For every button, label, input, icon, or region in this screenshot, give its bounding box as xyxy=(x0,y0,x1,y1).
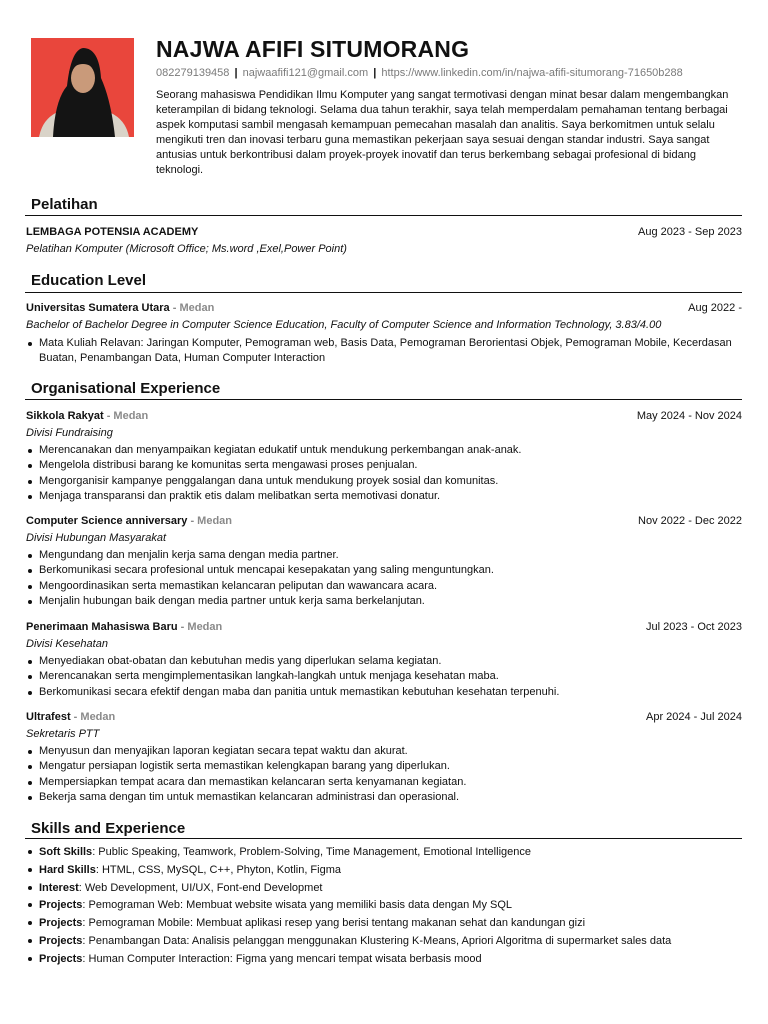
skill-item xyxy=(26,933,742,951)
skill-label: Projects xyxy=(39,952,83,965)
phone-number: 082279139458 xyxy=(156,67,230,79)
education-bullets xyxy=(26,336,742,367)
skill-label: Projects xyxy=(39,934,83,947)
list-item: Menjaga transparansi dan praktik etis dalam melibatkan serta memotivasi donatur. xyxy=(26,489,742,504)
candidate-name: NAJWA AFIFI SITUMORANG xyxy=(156,36,470,62)
org-name: Penerimaan Mahasiswa Baru xyxy=(26,621,178,633)
training-org: LEMBAGA POTENSIA ACADEMY xyxy=(26,226,199,238)
org-header xyxy=(26,409,742,424)
linkedin-link[interactable]: https://www.linkedin.com/in/najwa-afifi-situmorang-71650b288 xyxy=(381,67,683,79)
org-bullets xyxy=(26,654,742,700)
skill-item xyxy=(26,844,742,862)
org-header xyxy=(26,514,742,529)
org-location: - Medan xyxy=(187,515,233,527)
skill-label: Projects xyxy=(39,899,83,912)
skill-item xyxy=(26,880,742,898)
org-name: Computer Science anniversary xyxy=(26,515,188,527)
skill-label: Hard Skills xyxy=(39,863,96,876)
org-bullets xyxy=(26,744,742,806)
org-header xyxy=(26,710,742,725)
profile-photo xyxy=(31,38,134,137)
list-item: Bekerja sama dengan tim untuk memastikan kelancaran administrasi dan operasional. xyxy=(26,790,742,805)
list-item: Berkomunikasi secara efektif dengan maba dan panitia untuk memastikan kebutuhan kesehatan terpenuhi. xyxy=(26,685,742,700)
training-header xyxy=(26,225,742,240)
org-name: Sikkola Rakyat xyxy=(26,410,104,422)
skill-text: : Pemograman Mobile: Membuat aplikasi resep yang berisi tentang makanan sehat dan kandungan gizi xyxy=(82,917,586,930)
section-divider xyxy=(25,292,742,293)
skill-text: : Penambangan Data: Analisis pelanggan menggunakan Klustering K-Means, Apriori Algoritma di supermarket sales data xyxy=(82,934,672,947)
org-header xyxy=(26,620,742,635)
section-title-pelatihan: Pelatihan xyxy=(31,196,98,213)
skill-label: Projects xyxy=(39,917,83,930)
list-item: Menyusun dan menyajikan laporan kegiatan secara tepat waktu dan akurat. xyxy=(26,744,742,759)
training-date: Aug 2023 - Sep 2023 xyxy=(638,226,742,238)
profile-summary: Seorang mahasiswa Pendidikan Ilmu Komputer yang sangat termotivasi dengan minat besar dalam mengembangkan keterampilan di bidang teknologi. Selama dua tahun terakhir, saya telah memperdalam pemahaman tentang berbagai aspek komputasi sambil mengasah kemampuan pemecahan masalah dan analitis. Saya berkomitmen untuk selalu mengikuti tren dan inovasi terbaru guna memastikan pekerjaan saya sesuai dengan standar industri. Saya sangat antusias untuk berkontribusi dalam proyek-proyek inovatif dan terus berkembang sebagai profesional di bidang teknologi. xyxy=(156,89,729,176)
list-item: Merencanakan serta mengimplementasikan langkah-langkah untuk menjaga kesehatan maba. xyxy=(26,669,742,684)
list-item: Mengatur persiapan logistik serta memastikan kelengkapan barang yang diperlukan. xyxy=(26,759,742,774)
list-item: Mengorganisir kampanye penggalangan dana untuk mendukung proyek sosial dan komunitas. xyxy=(26,474,742,489)
skill-text: : Web Development, UI/UX, Font-end Developmet xyxy=(78,881,323,894)
skill-text: : HTML, CSS, MySQL, C++, Phyton, Kotlin, Figma xyxy=(95,863,341,876)
section-divider xyxy=(25,215,742,216)
section-divider xyxy=(25,838,742,839)
org-date: Nov 2022 - Dec 2022 xyxy=(638,515,742,527)
list-item: Menjalin hubungan baik dengan media partner untuk kerja sama berkelanjutan. xyxy=(26,594,742,609)
org-bullets xyxy=(26,548,742,610)
section-title-organisational: Organisational Experience xyxy=(31,380,221,397)
skill-text: : Pemograman Web: Membuat website wisata yang memiliki basis data dengan My SQL xyxy=(82,899,513,912)
list-item: Menyediakan obat-obatan dan kebutuhan medis yang diperlukan selama kegiatan. xyxy=(26,654,742,669)
skill-label: Interest xyxy=(39,881,79,894)
email-link[interactable]: najwaafifi121@gmail.com xyxy=(242,67,369,79)
separator: | xyxy=(231,67,241,79)
separator: | xyxy=(370,67,380,79)
training-detail: Pelatihan Komputer (Microsoft Office; Ms.word ,Exel,Power Point) xyxy=(26,243,347,255)
school-name: Universitas Sumatera Utara xyxy=(26,302,170,314)
skill-item xyxy=(26,862,742,880)
org-role: Divisi Kesehatan xyxy=(26,638,108,650)
org-location: - Medan xyxy=(70,711,116,723)
org-date: Jul 2023 - Oct 2023 xyxy=(645,621,742,633)
list-item: Berkomunikasi secara profesional untuk mencapai kesepakatan yang saling menguntungkan. xyxy=(26,563,742,578)
org-location: - Medan xyxy=(177,621,223,633)
skill-item xyxy=(26,951,742,969)
org-location: - Medan xyxy=(103,410,149,422)
skill-text: : Human Computer Interaction: Figma yang mencari tempat wisata berbasis mood xyxy=(82,952,482,965)
skill-text: : Public Speaking, Teamwork, Problem-Solving, Time Management, Emotional Intelligence xyxy=(92,846,531,858)
org-name: Ultrafest xyxy=(26,711,71,723)
org-bullets xyxy=(26,443,742,505)
org-role: Sekretaris PTT xyxy=(26,728,100,740)
skills-list xyxy=(26,844,742,969)
org-role: Divisi Hubungan Masyarakat xyxy=(26,532,167,544)
list-item: Mempersiapkan tempat acara dan memastikan kelancaran serta kenyamanan kegiatan. xyxy=(26,775,742,790)
section-title-education: Education Level xyxy=(31,272,147,289)
org-date: Apr 2024 - Jul 2024 xyxy=(645,711,742,723)
list-item: Mengundang dan menjalin kerja sama dengan media partner. xyxy=(26,548,742,563)
skill-item xyxy=(26,915,742,933)
skill-item xyxy=(26,897,742,915)
section-title-skills: Skills and Experience xyxy=(31,820,186,837)
education-header xyxy=(26,301,742,316)
section-divider xyxy=(25,399,742,400)
org-date: May 2024 - Nov 2024 xyxy=(636,410,742,422)
education-date: Aug 2022 - xyxy=(688,302,742,314)
list-item: Mengoordinasikan serta memastikan kelancaran peliputan dan wawancara acara. xyxy=(26,579,742,594)
list-item: Mengelola distribusi barang ke komunitas serta mengawasi proses penjualan. xyxy=(26,458,742,473)
org-role: Divisi Fundraising xyxy=(26,427,113,439)
list-item: Mata Kuliah Relavan: Jaringan Komputer, Pemograman web, Basis Data, Pemograman Berorientasi Objek, Pemograman Mobile, Kecerdasan Buatan, Penambangan Data, Human Computer Interaction xyxy=(26,336,742,367)
contact-line xyxy=(156,67,683,79)
skill-label: Soft Skills xyxy=(39,846,93,858)
degree: Bachelor of Bachelor Degree in Computer Science Education, Faculty of Computer Science and Information Technology, 3.83/4.00 xyxy=(26,319,662,331)
school-location: - Medan xyxy=(169,302,215,314)
list-item: Merencanakan dan menyampaikan kegiatan edukatif untuk mendukung perkembangan anak-anak. xyxy=(26,443,742,458)
